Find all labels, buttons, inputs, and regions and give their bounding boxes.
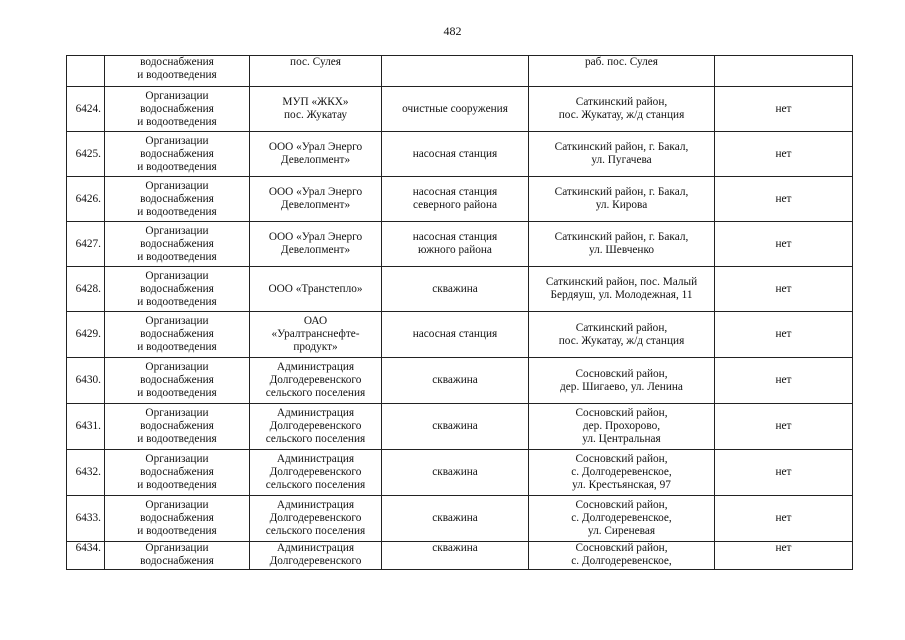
organization-cell: Администрация Долгодеревенского сельского поселения xyxy=(250,358,382,404)
object-cell: насосная станция южного района xyxy=(382,222,529,267)
object-cell: насосная станция северного района xyxy=(382,177,529,222)
address-cell: Сосновский район, дер. Прохорово, ул. Центральная xyxy=(529,404,715,450)
address-cell: Саткинский район, г. Бакал, ул. Кирова xyxy=(529,177,715,222)
table-row xyxy=(67,358,853,404)
organization-cell: ООО «Урал Энерго Девелопмент» xyxy=(250,132,382,177)
page-number: 482 xyxy=(443,24,462,38)
table-row xyxy=(67,222,853,267)
status-cell: нет xyxy=(715,222,853,267)
table-row xyxy=(67,56,853,87)
row-number xyxy=(67,56,105,87)
address-cell: Сосновский район, дер. Шигаево, ул. Ленина xyxy=(529,358,715,404)
category-cell: Организации водоснабжения и водоотведения xyxy=(105,132,250,177)
category-cell: Организации водоснабжения и водоотведения xyxy=(105,267,250,312)
object-cell: скважина xyxy=(382,496,529,542)
status-cell: нет xyxy=(715,87,853,132)
object-cell: скважина xyxy=(382,404,529,450)
category-cell: Организации водоснабжения и водоотведения xyxy=(105,312,250,358)
table-row xyxy=(67,496,853,542)
category-cell: Организации водоснабжения и водоотведения xyxy=(105,358,250,404)
table-row xyxy=(67,267,853,312)
status-cell: нет xyxy=(715,404,853,450)
address-cell: Сосновский район, с. Долгодеревенское, xyxy=(529,542,715,570)
address-cell: Саткинский район, г. Бакал, ул. Шевченко xyxy=(529,222,715,267)
object-cell: скважина xyxy=(382,358,529,404)
organization-cell: пос. Сулея xyxy=(250,56,382,87)
row-number: 6434. xyxy=(67,542,105,570)
row-number: 6425. xyxy=(67,132,105,177)
status-cell: нет xyxy=(715,450,853,496)
status-cell: нет xyxy=(715,542,853,570)
table-row xyxy=(67,312,853,358)
address-cell: Саткинский район, г. Бакал, ул. Пугачева xyxy=(529,132,715,177)
table-row xyxy=(67,404,853,450)
organization-cell: Администрация Долгодеревенского xyxy=(250,542,382,570)
category-cell: Организации водоснабжения и водоотведения xyxy=(105,496,250,542)
table-row xyxy=(67,132,853,177)
status-cell: нет xyxy=(715,358,853,404)
category-cell: Организации водоснабжения и водоотведения xyxy=(105,87,250,132)
row-number: 6433. xyxy=(67,496,105,542)
object-cell: очистные сооружения xyxy=(382,87,529,132)
row-number: 6424. xyxy=(67,87,105,132)
row-number: 6429. xyxy=(67,312,105,358)
object-cell: насосная станция xyxy=(382,132,529,177)
object-cell: насосная станция xyxy=(382,312,529,358)
category-cell: Организации водоснабжения и водоотведения xyxy=(105,177,250,222)
object-cell: скважина xyxy=(382,542,529,570)
address-cell: Саткинский район, пос. Жукатау, ж/д станция xyxy=(529,87,715,132)
category-cell: Организации водоснабжения и водоотведения xyxy=(105,404,250,450)
status-cell: нет xyxy=(715,177,853,222)
organization-cell: МУП «ЖКХ» пос. Жукатау xyxy=(250,87,382,132)
status-cell: нет xyxy=(715,132,853,177)
table-row xyxy=(67,450,853,496)
row-number: 6431. xyxy=(67,404,105,450)
address-cell: Саткинский район, пос. Жукатау, ж/д станция xyxy=(529,312,715,358)
address-cell: раб. пос. Сулея xyxy=(529,56,715,87)
organization-cell: ОАО «Уралтранснефте- продукт» xyxy=(250,312,382,358)
object-cell: скважина xyxy=(382,450,529,496)
organization-cell: ООО «Транстепло» xyxy=(250,267,382,312)
row-number: 6427. xyxy=(67,222,105,267)
row-number: 6426. xyxy=(67,177,105,222)
category-cell: Организации водоснабжения и водоотведения xyxy=(105,222,250,267)
object-cell: скважина xyxy=(382,267,529,312)
row-number: 6430. xyxy=(67,358,105,404)
status-cell: нет xyxy=(715,267,853,312)
row-number: 6428. xyxy=(67,267,105,312)
organization-cell: Администрация Долгодеревенского сельского поселения xyxy=(250,496,382,542)
registry-table xyxy=(66,55,853,570)
category-cell: Организации водоснабжения xyxy=(105,542,250,570)
table-row xyxy=(67,87,853,132)
status-cell xyxy=(715,56,853,87)
organization-cell: Администрация Долгодеревенского сельского поселения xyxy=(250,404,382,450)
table-row xyxy=(67,542,853,570)
organization-cell: Администрация Долгодеревенского сельского поселения xyxy=(250,450,382,496)
organization-cell: ООО «Урал Энерго Девелопмент» xyxy=(250,222,382,267)
object-cell xyxy=(382,56,529,87)
address-cell: Сосновский район, с. Долгодеревенское, ул. Сиреневая xyxy=(529,496,715,542)
category-cell: Организации водоснабжения и водоотведения xyxy=(105,450,250,496)
status-cell: нет xyxy=(715,496,853,542)
row-number: 6432. xyxy=(67,450,105,496)
organization-cell: ООО «Урал Энерго Девелопмент» xyxy=(250,177,382,222)
table-row xyxy=(67,177,853,222)
address-cell: Саткинский район, пос. Малый Бердяуш, ул. Молодежная, 11 xyxy=(529,267,715,312)
status-cell: нет xyxy=(715,312,853,358)
category-cell: водоснабжения и водоотведения xyxy=(105,56,250,87)
address-cell: Сосновский район, с. Долгодеревенское, ул. Крестьянская, 97 xyxy=(529,450,715,496)
